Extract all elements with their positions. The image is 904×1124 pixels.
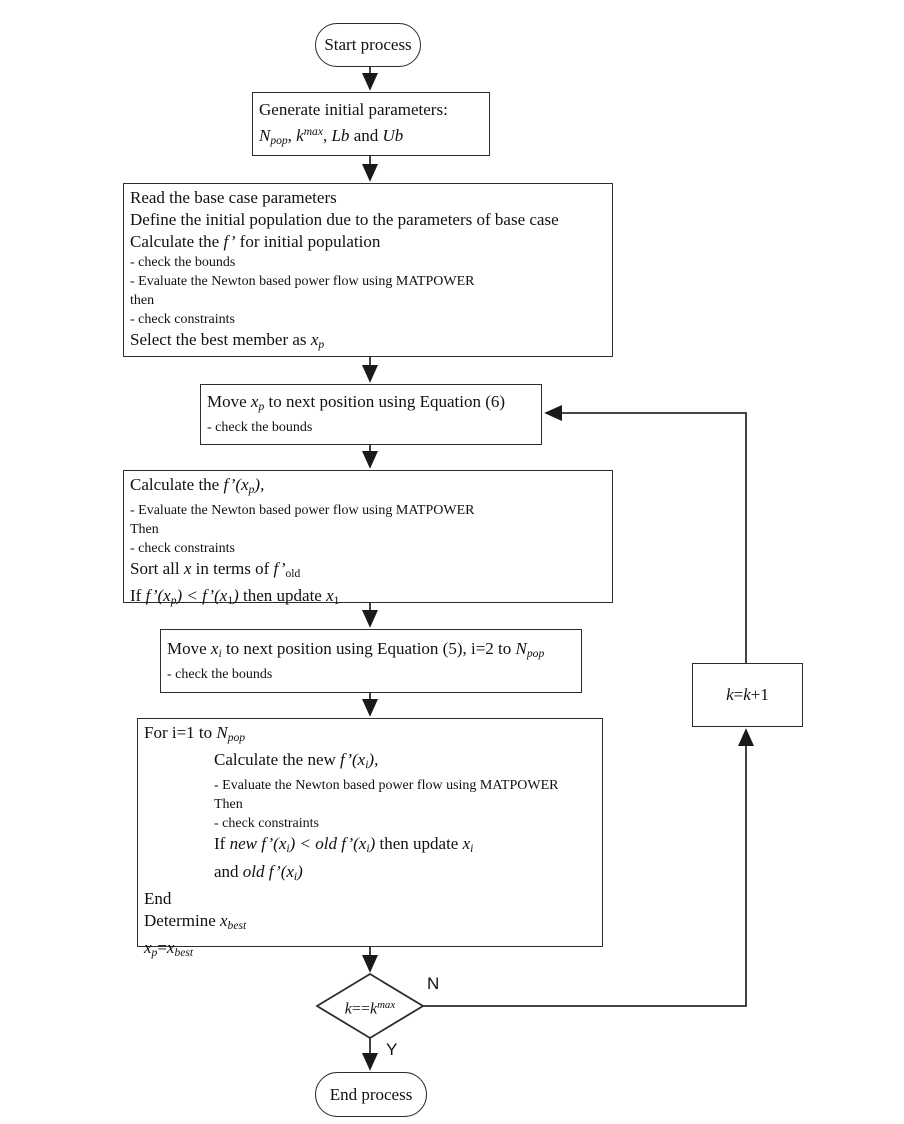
generate-parameters-node: Generate initial parameters: Npop, $k^{max}$, Lb and Ub — [252, 92, 490, 156]
branch-label-no: N — [427, 974, 440, 993]
calculate-fxp-node: Calculate the f’(xp), - Evaluate the Newton based power flow using MATPOWER Then - check constraints Sort all x in terms of f’old If f’(xp) < f’(x1) then update x1 — [123, 470, 613, 603]
decision-node-label: $k==k^{max}$ — [344, 999, 396, 1018]
k-increment-node: k=k+1 — [692, 663, 803, 727]
start-node: Start process — [315, 23, 421, 67]
end-node: End process — [315, 1072, 427, 1117]
move-xi-node: Move xi to next position using Equation (5), i=2 to Npop - check the bounds — [160, 629, 582, 693]
move-xp-node: Move xp to next position using Equation (6) - check the bounds — [200, 384, 542, 445]
initial-population-node: Read the base case parameters Define the initial population due to the parameters of base case Calculate the f’ for initial population - check the bounds - Evaluate the Newton based power flow using MATPOWER then - check constraints Select the best member as xp — [123, 183, 613, 357]
branch-label-yes: Y — [386, 1040, 398, 1059]
for-loop-node: For i=1 to Npop Calculate the new f’(xi), - Evaluate the Newton based power flow using MATPOWER Then - check constraints If new f’(xi) < old f’(xi) then update xi and old f’(xi) End Determine xbest xp=xbest — [137, 718, 603, 947]
